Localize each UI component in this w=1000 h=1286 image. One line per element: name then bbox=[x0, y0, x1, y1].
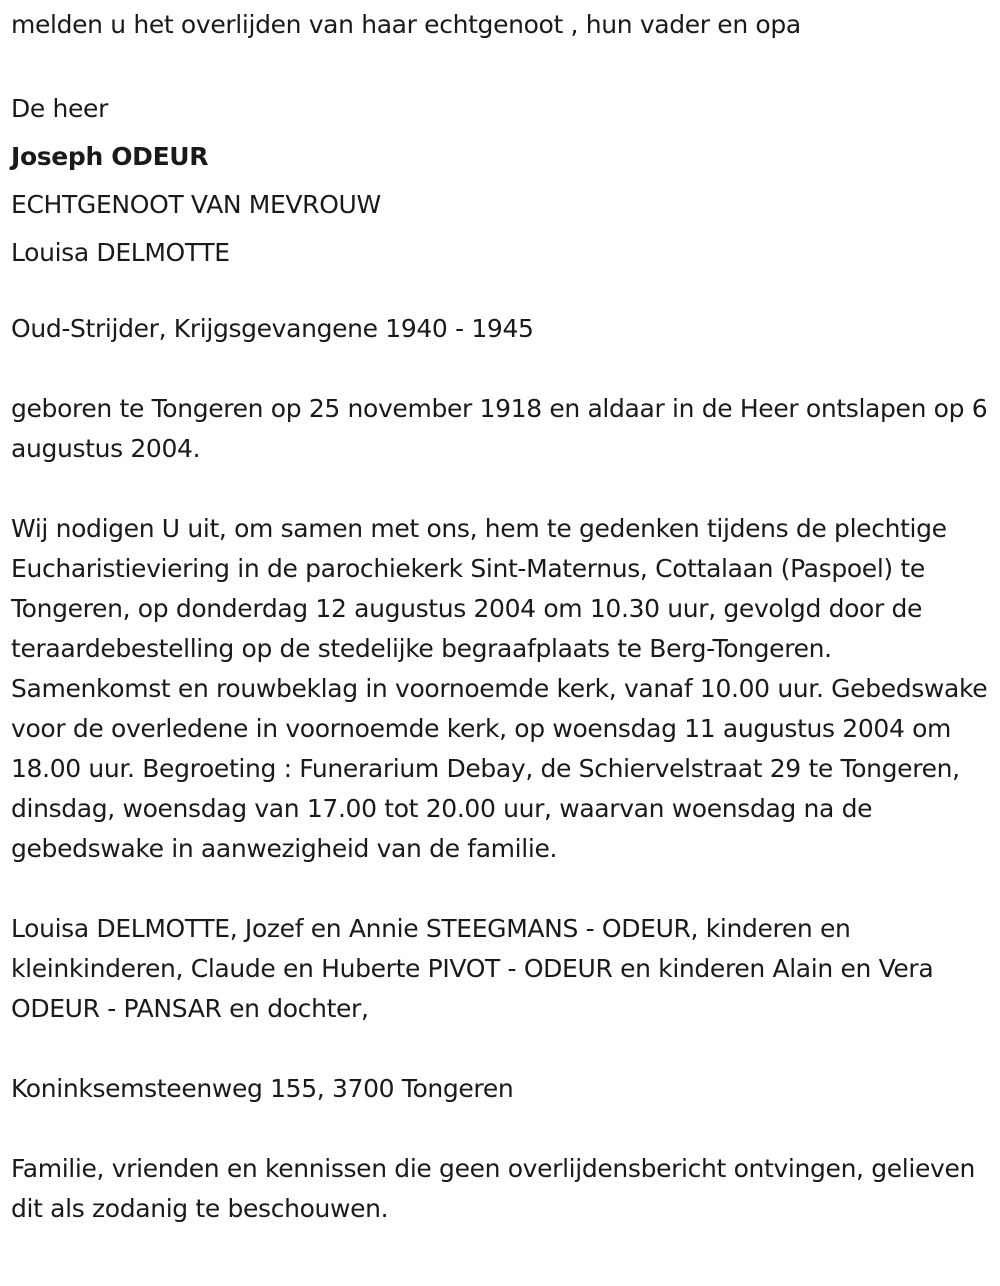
spacer bbox=[11, 1029, 1000, 1069]
spouse-name: Louisa DELMOTTE bbox=[11, 238, 230, 267]
family-text: Louisa DELMOTTE, Jozef en Annie STEEGMANS - ODEUR, kinderen en kleinkinderen, Claude en Huberte PIVOT - ODEUR en kinderen Alain en Vera ODEUR - PANSAR en dochter, bbox=[11, 914, 941, 1023]
deceased-name: Joseph ODEUR bbox=[11, 142, 209, 171]
birth-death-text: geboren te Tongeren op 25 november 1918 en aldaar in de Heer ontslapen op 6 augustus 2004. bbox=[11, 394, 995, 463]
spacer bbox=[11, 277, 1000, 309]
address-text: Koninksemsteenweg 155, 3700 Tongeren bbox=[11, 1074, 514, 1103]
intro-text: melden u het overlijden van haar echtgenoot , hun vader en opa bbox=[11, 10, 801, 39]
ceremony-text: Wij nodigen U uit, om samen met ons, hem te gedenken tijdens de plechtige Eucharistieviering in de parochiekerk Sint-Maternus, Cottalaan (Paspoel) te Tongeren, op donderdag 12 augustus 2004 om 10.30 uur, gevolgd door de teraardebestelling op de stedelijke begraafplaats te Berg-Tongeren. Samenkomst en rouwbeklag in voornoemde kerk, vanaf 10.00 uur. Gebedswake voor de overledene in voornoemde kerk, op woensdag 11 augustus 2004 om 18.00 uur. Begroeting : Funerarium Debay, de Schiervelstraat 29 te Tongeren, dinsdag, woensdag van 17.00 tot 20.00 uur, waarvan woensdag na de gebedswake in aanwezigheid van de familie. bbox=[11, 514, 995, 863]
spacer bbox=[11, 349, 1000, 389]
honors-text: Oud-Strijder, Krijgsgevangene 1940 - 1945 bbox=[11, 314, 534, 343]
spacer bbox=[11, 45, 1000, 85]
spacer bbox=[11, 1109, 1000, 1149]
spouse-title: ECHTGENOOT VAN MEVROUW bbox=[11, 190, 381, 219]
spacer bbox=[11, 469, 1000, 509]
closing-text: Familie, vrienden en kennissen die geen overlijdensbericht ontvingen, gelieven dit als zodanig te beschouwen. bbox=[11, 1154, 983, 1223]
salutation: De heer bbox=[11, 94, 109, 123]
spacer bbox=[11, 869, 1000, 909]
